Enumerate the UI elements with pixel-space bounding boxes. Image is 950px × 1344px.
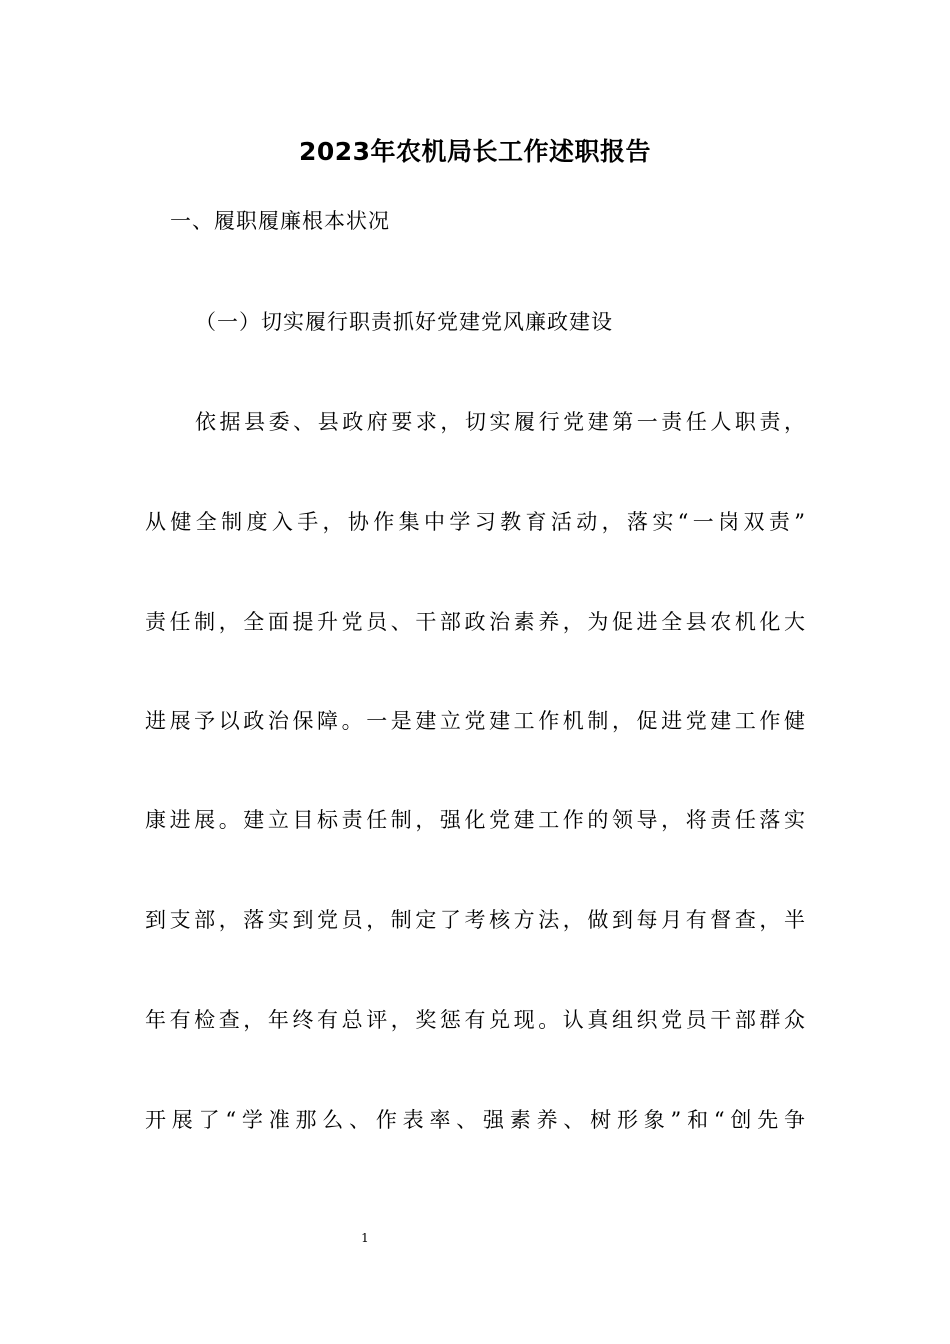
paragraph-line-8: 开展了“学准那么、作表率、强素养、树形象”和“创先争: [145, 1108, 805, 1132]
paragraph-line-2: 从健全制度入手，协作集中学习教育活动，落实“一岗双责”: [145, 510, 805, 534]
subsection-heading-1: （一）切实履行职责抓好党建党风廉政建设: [195, 310, 613, 334]
paragraph-line-1: 依据县委、县政府要求，切实履行党建第一责任人职责，: [195, 410, 805, 434]
paragraph-line-5: 康进展。建立目标责任制，强化党建工作的领导，将责任落实: [145, 808, 805, 832]
paragraph-line-7: 年有检查，年终有总评，奖惩有兑现。认真组织党员干部群众: [145, 1008, 805, 1032]
document-title: 2023年农机局长工作述职报告: [298, 137, 652, 166]
paragraph-line-6: 到支部，落实到党员，制定了考核方法，做到每月有督查，半: [145, 908, 805, 932]
paragraph-line-3: 责任制，全面提升党员、干部政治素养，为促进全县农机化大: [145, 610, 805, 634]
section-heading-1: 一、履职履廉根本状况: [170, 209, 390, 233]
paragraph-line-4: 进展予以政治保障。一是建立党建工作机制，促进党建工作健: [145, 709, 805, 733]
page-number: 1: [361, 1231, 369, 1245]
